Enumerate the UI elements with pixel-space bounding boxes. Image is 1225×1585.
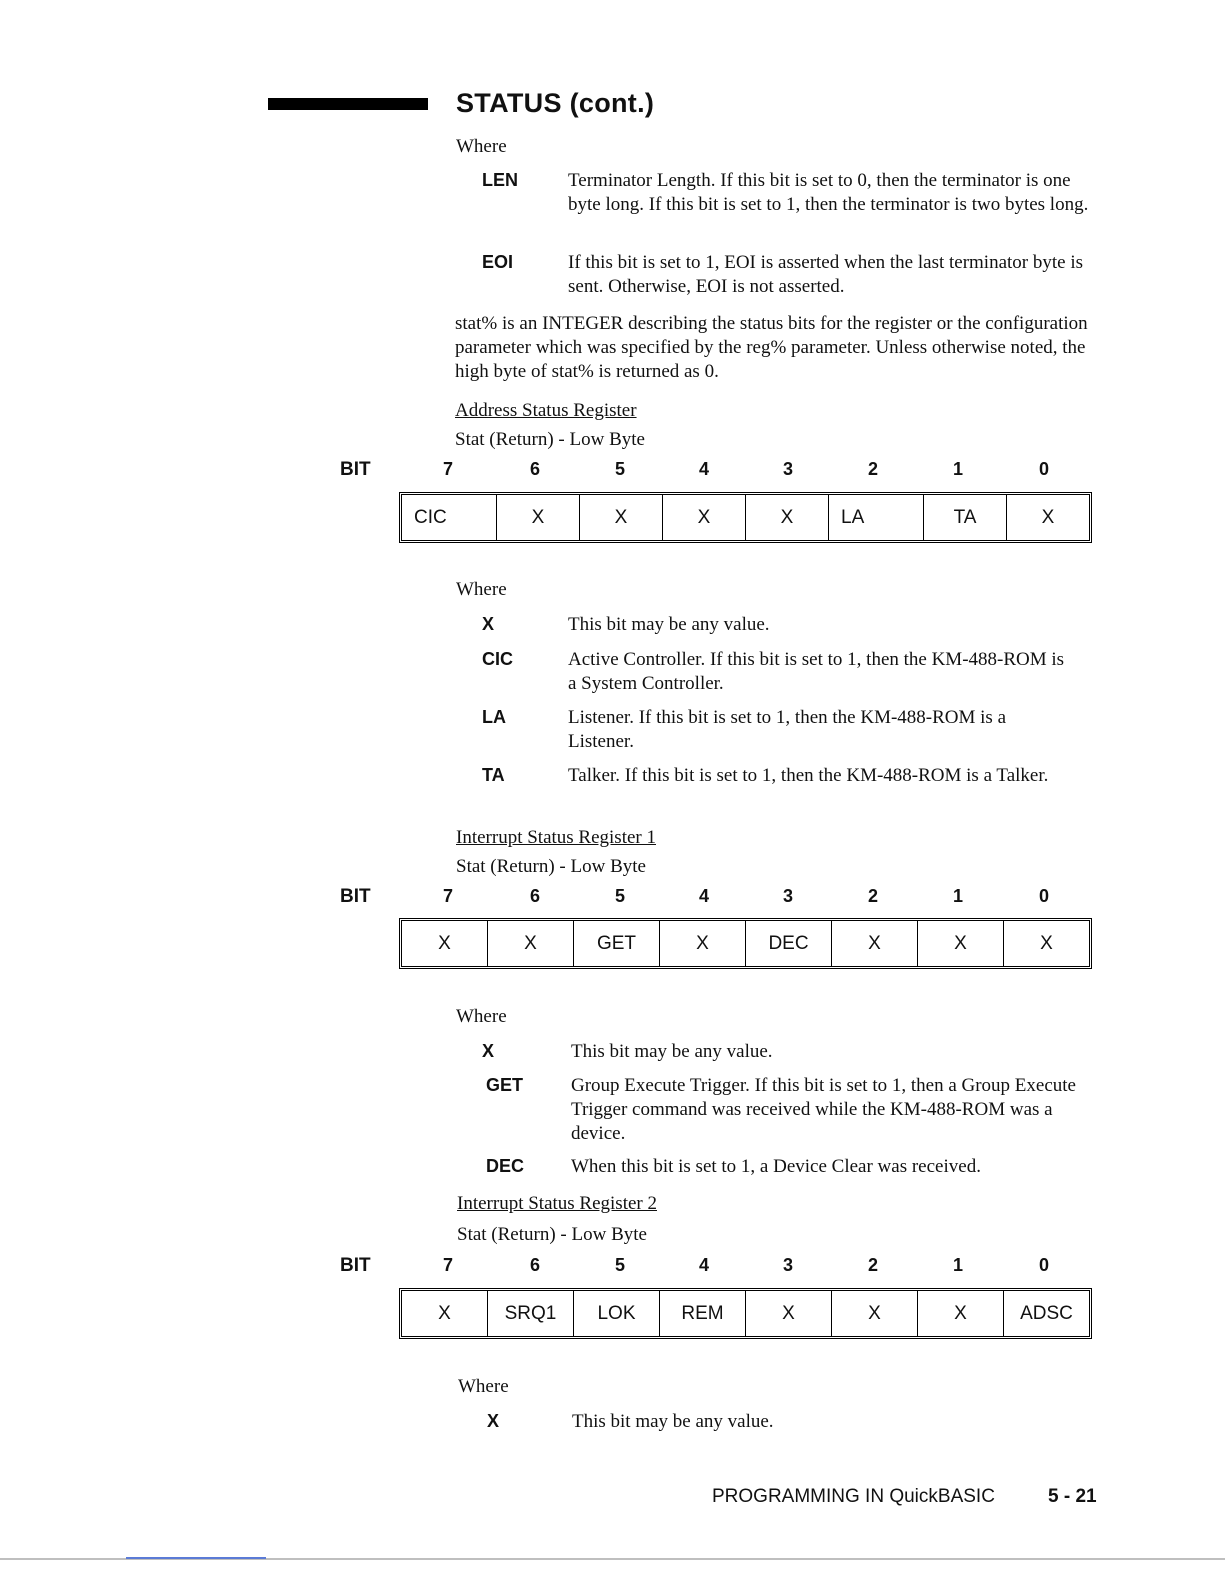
bit-number: 1 (952, 1255, 963, 1275)
bit-number: 3 (782, 459, 793, 479)
register-title: Interrupt Status Register 2 (457, 1193, 657, 1214)
bit-label: BIT (340, 459, 371, 480)
bit-number: 6 (529, 1255, 540, 1275)
bit-cell: X (497, 495, 580, 540)
term-get: GET (486, 1075, 524, 1095)
bit-number: 0 (1038, 1255, 1049, 1275)
register-bit-table (399, 1288, 1092, 1339)
bit-cell: X (660, 921, 746, 966)
bit-cell: X (580, 495, 663, 540)
bit-number: 0 (1038, 459, 1049, 479)
bit-cell: X (832, 1291, 918, 1336)
bit-cell: X (918, 921, 1004, 966)
definition-get: Group Execute Trigger. If this bit is set to 1, then a Group Execute Trigger command was received while the KM-488-ROM was a device. (571, 1075, 1076, 1144)
register-bit-table (399, 918, 1092, 969)
bit-cell: X (832, 921, 918, 966)
bit-cell: X (1041, 506, 1055, 528)
page-title: STATUS (cont.) (456, 88, 655, 118)
bit-cell: X (746, 495, 829, 540)
bit-label: BIT (340, 1255, 371, 1276)
bit-cell: GET (574, 921, 660, 966)
bit-cell: X (663, 495, 746, 540)
definition-x: This bit may be any value. (571, 1041, 773, 1062)
where-label: Where (458, 1376, 509, 1397)
bit-number: 7 (442, 459, 453, 479)
bit-cell: X (1040, 932, 1053, 954)
bit-cell: DEC (746, 921, 832, 966)
where-label: Where (456, 579, 507, 600)
register-bit-table (399, 492, 1092, 543)
definition-dec: When this bit is set to 1, a Device Clear was received. (571, 1156, 981, 1177)
register-title: Address Status Register (455, 400, 637, 421)
where-label: Where (456, 136, 507, 157)
bit-number: 6 (529, 459, 540, 479)
bit-cell: X (488, 921, 574, 966)
definition-la: Listener. If this bit is set to 1, then the KM-488-ROM is a Listener. (568, 707, 1007, 752)
register-subtitle: Stat (Return) - Low Byte (457, 1224, 647, 1245)
bit-number: 3 (782, 1255, 793, 1275)
definition-ta: Talker. If this bit is set to 1, then the KM-488-ROM is a Talker. (568, 765, 1049, 786)
heading-rule (268, 98, 428, 110)
definition-cic: Active Controller. If this bit is set to 1, then the KM-488-ROM is a System Controller. (568, 649, 1065, 694)
bit-number: 5 (614, 1255, 625, 1275)
bit-label: BIT (340, 886, 371, 907)
bit-number: 1 (952, 459, 963, 479)
bit-cell: SRQ1 (488, 1291, 574, 1336)
term-x: X (482, 614, 495, 634)
register-subtitle: Stat (Return) - Low Byte (455, 429, 645, 450)
register-subtitle: Stat (Return) - Low Byte (456, 856, 646, 877)
bit-number: 5 (614, 459, 625, 479)
term-x: X (482, 1041, 495, 1061)
bit-number: 3 (782, 886, 793, 906)
register-title: Interrupt Status Register 1 (456, 827, 656, 848)
where-label: Where (456, 1006, 507, 1027)
bit-cell: LA (829, 495, 924, 540)
bit-number: 0 (1038, 886, 1049, 906)
bottom-link-underline (126, 1557, 266, 1559)
bit-cell: LOK (574, 1291, 660, 1336)
term-eoi: EOI (482, 252, 514, 272)
term-cic: CIC (482, 649, 513, 669)
page-number: 5 - 21 (1048, 1486, 1097, 1507)
term-x: X (487, 1411, 500, 1431)
term-len: LEN (482, 170, 518, 190)
definition-len: Terminator Length. If this bit is set to 0, then the terminator is one byte long. If this bit is set to 1, then the terminator is two bytes long. (568, 170, 1089, 215)
bit-cell: X (918, 1291, 1004, 1336)
footer-section-title: PROGRAMMING IN QuickBASIC (712, 1486, 995, 1507)
bit-cell: X (402, 1291, 488, 1336)
bit-cell: REM (660, 1291, 746, 1336)
bit-number: 2 (867, 1255, 878, 1275)
bit-number: 7 (442, 1255, 453, 1275)
bit-number: 6 (529, 886, 540, 906)
bit-cell: X (746, 1291, 832, 1336)
definition-x: This bit may be any value. (568, 614, 770, 635)
stat-paragraph: stat% is an INTEGER describing the status bits for the register or the configuration parameter which was specified by the reg% parameter. Unless otherwise noted, the high byte of stat% is returned as 0. (455, 313, 1088, 382)
bit-number: 2 (867, 886, 878, 906)
term-la: LA (482, 707, 506, 727)
bit-number: 1 (952, 886, 963, 906)
definition-eoi: If this bit is set to 1, EOI is asserted when the last terminator byte is sent. Otherwise, EOI is not asserted. (568, 252, 1084, 297)
bit-number: 4 (698, 886, 709, 906)
definition-x: This bit may be any value. (572, 1411, 774, 1432)
bit-number: 4 (698, 1255, 709, 1275)
bit-cell: ADSC (1020, 1302, 1073, 1324)
bit-cell: TA (924, 495, 1007, 540)
bit-cell: CIC (402, 495, 497, 540)
bit-number: 7 (442, 886, 453, 906)
term-ta: TA (482, 765, 505, 785)
bit-number: 4 (698, 459, 709, 479)
bit-number: 2 (867, 459, 878, 479)
bit-cell: X (402, 921, 488, 966)
term-dec: DEC (486, 1156, 525, 1176)
bit-number: 5 (614, 886, 625, 906)
